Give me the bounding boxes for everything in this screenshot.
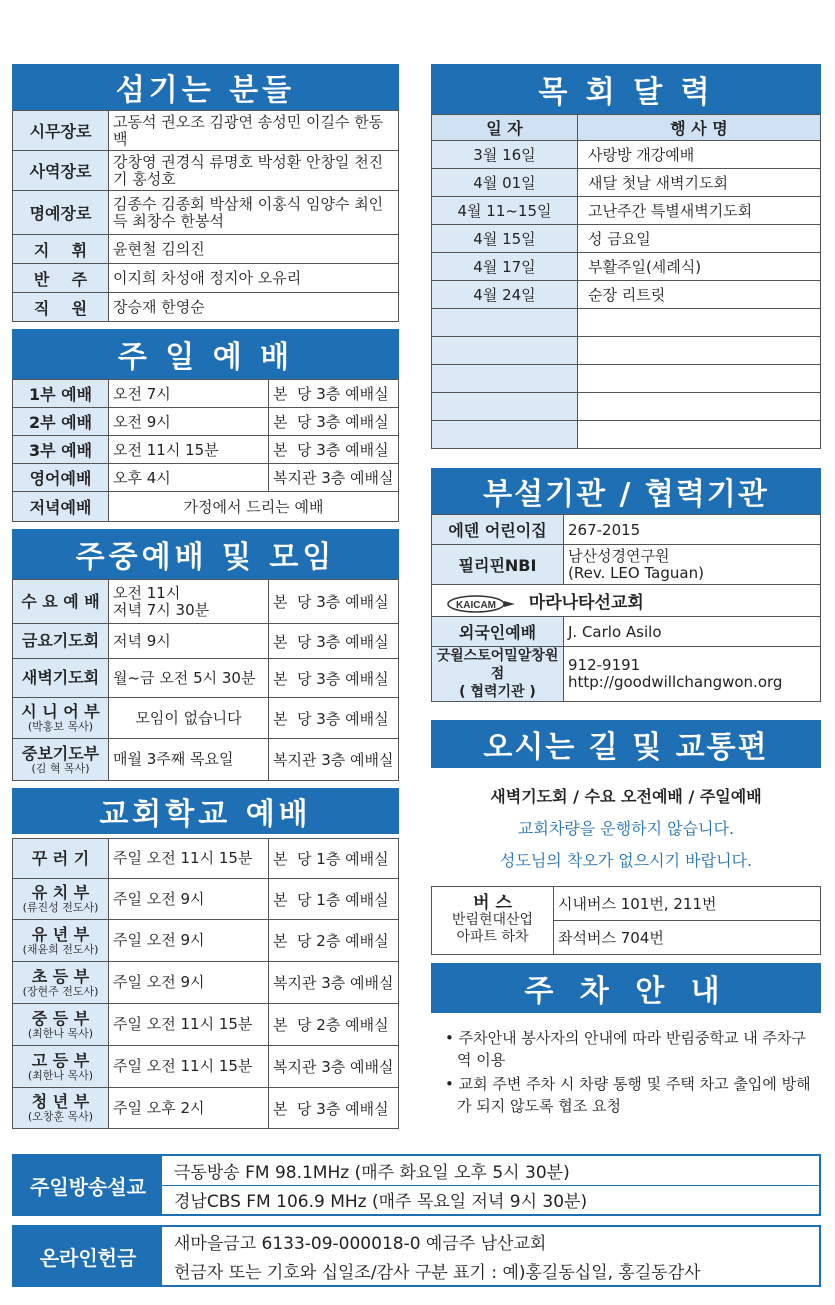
servant-row xyxy=(13,264,399,293)
meeting-time: 오전 11시 저녁 7시 30분 xyxy=(109,580,269,624)
meeting-time: 주일 오전 9시 xyxy=(109,962,269,1004)
meeting-place: 본 당 2층 예배실 xyxy=(269,1004,399,1046)
calendar-table xyxy=(431,114,821,449)
service-time: 오전 9시 xyxy=(109,408,269,436)
calendar-date: 3월 16일 xyxy=(432,141,578,169)
service-place: 복지관 3층 예배실 xyxy=(269,464,399,492)
calendar-row xyxy=(432,169,821,197)
servant-row xyxy=(13,111,399,151)
offering-banner xyxy=(12,1225,821,1287)
service-name: 영어예배 xyxy=(13,464,109,492)
school-row xyxy=(13,1004,399,1046)
meeting-leader: (류진성 전도사) xyxy=(22,901,99,914)
meeting-place: 본 당 3층 예배실 xyxy=(269,1088,399,1129)
calendar-date xyxy=(432,365,578,393)
servant-role: 명예장로 xyxy=(13,191,109,235)
bus-label-cell xyxy=(432,887,554,955)
meeting-label: 시 니 어 부 xyxy=(21,702,100,721)
servant-row xyxy=(13,151,399,191)
service-time: 오후 4시 xyxy=(109,464,269,492)
school-row xyxy=(13,962,399,1004)
servant-names: 이지희 차성애 정지아 오유리 xyxy=(109,264,399,293)
meeting-name xyxy=(13,839,109,879)
affiliate-value: 912-9191 http://goodwillchangwon.org xyxy=(564,647,821,702)
meeting-leader: (오창훈 목사) xyxy=(27,1110,94,1123)
calendar-row xyxy=(432,253,821,281)
service-name: 1부 예배 xyxy=(13,380,109,408)
meeting-time: 주일 오전 11시 15분 xyxy=(109,1004,269,1046)
meeting-time: 저녁 9시 xyxy=(109,624,269,659)
servant-names: 윤현철 김의진 xyxy=(109,235,399,264)
meeting-time: 주일 오전 9시 xyxy=(109,920,269,962)
parking-title: 주 차 안 내 xyxy=(431,963,821,1013)
meeting-time: 주일 오전 11시 15분 xyxy=(109,839,269,879)
meeting-place: 복지관 3층 예배실 xyxy=(269,1046,399,1088)
kaicam-logo-icon xyxy=(446,595,516,613)
meeting-place: 복지관 3층 예배실 xyxy=(269,962,399,1004)
left-column xyxy=(12,64,399,1129)
meeting-place: 본 당 3층 예배실 xyxy=(269,659,399,698)
meeting-label: 유 년 부 xyxy=(31,924,90,944)
calendar-row xyxy=(432,393,821,421)
calendar-date xyxy=(432,337,578,365)
servant-names: 장승재 한영순 xyxy=(109,293,399,322)
meeting-name xyxy=(13,739,109,781)
servant-names: 김종수 김종회 박삼채 이홍식 임양수 최인득 최창수 한봉석 xyxy=(109,191,399,235)
calendar-date: 4월 01일 xyxy=(432,169,578,197)
calendar-event xyxy=(578,365,821,393)
meeting-label: 금요기도회 xyxy=(21,631,100,650)
calendar-date xyxy=(432,421,578,449)
calendar-row xyxy=(432,141,821,169)
meeting-time: 주일 오후 2시 xyxy=(109,1088,269,1129)
meeting-time: 주일 오전 11시 15분 xyxy=(109,1046,269,1088)
service-name: 3부 예배 xyxy=(13,436,109,464)
calendar-date: 4월 15일 xyxy=(432,225,578,253)
calendar-title: 목 회 달 력 xyxy=(431,64,821,114)
calendar-event xyxy=(578,309,821,337)
calendar-row xyxy=(432,309,821,337)
meeting-place: 본 당 1층 예배실 xyxy=(269,839,399,879)
school-row xyxy=(13,1088,399,1129)
broadcast-lines xyxy=(162,1156,819,1214)
meeting-leader: (장현주 전도사) xyxy=(22,984,99,998)
calendar-date: 4월 11~15일 xyxy=(432,197,578,225)
directions-notice xyxy=(431,768,821,886)
meeting-label: 유 치 부 xyxy=(31,883,90,902)
calendar-row xyxy=(432,365,821,393)
bus-table xyxy=(431,886,821,955)
meeting-place: 본 당 3층 예배실 xyxy=(269,624,399,659)
calendar-row xyxy=(432,337,821,365)
servant-role: 반 주 xyxy=(13,264,109,293)
meeting-label: 수 요 예 배 xyxy=(21,591,100,611)
midweek-row xyxy=(13,739,399,781)
meeting-place: 본 당 1층 예배실 xyxy=(269,879,399,920)
affiliates-title: 부설기관 / 협력기관 xyxy=(431,468,821,514)
calendar-event: 새달 첫날 새벽기도회 xyxy=(578,169,821,197)
meeting-leader: (채윤희 전도사) xyxy=(22,942,99,956)
calendar-event xyxy=(578,421,821,449)
affiliate-value: 남산성경연구원 (Rev. LEO Taguan) xyxy=(564,545,821,585)
affiliate-label: 굿윌스토어밀알창원점 ( 협력기관 ) xyxy=(432,647,564,702)
sunday-evening-row xyxy=(13,492,399,522)
calendar-date: 4월 17일 xyxy=(432,253,578,281)
meeting-label: 새벽기도회 xyxy=(21,668,100,687)
parking-list xyxy=(431,1013,821,1117)
calendar-event: 부활주일(세례식) xyxy=(578,253,821,281)
calendar-row xyxy=(432,197,821,225)
kaicam-name: 마라나타선교회 xyxy=(528,593,644,613)
school-row xyxy=(13,879,399,920)
meeting-time: 모임이 없습니다 xyxy=(109,698,269,739)
directions-line2: 교회차량을 운행하지 않습니다. xyxy=(517,819,735,838)
parking-item: • 교회 주변 주차 시 차량 통행 및 주택 차고 출입에 방해가 되지 않도록 협조 요청 xyxy=(445,1075,811,1115)
meeting-leader: (최한나 목사) xyxy=(27,1026,94,1040)
servant-row xyxy=(13,191,399,235)
service-time: 오전 7시 xyxy=(109,380,269,408)
servant-row xyxy=(13,293,399,322)
service-place: 본 당 3층 예배실 xyxy=(269,380,399,408)
kaicam-row xyxy=(432,585,821,617)
offering-line1: 새마을금고 6133-09-000018-0 예금주 남산교회 xyxy=(174,1234,547,1254)
meeting-leader: (김 혁 목사) xyxy=(31,761,90,775)
servant-names: 강창영 권경식 류명호 박성환 안창일 천진기 홍성호 xyxy=(109,151,399,191)
servant-row xyxy=(13,235,399,264)
broadcast-label: 주일방송설교 xyxy=(14,1156,162,1214)
calendar-date xyxy=(432,309,578,337)
meeting-name xyxy=(13,879,109,920)
meeting-place: 본 당 3층 예배실 xyxy=(269,698,399,739)
midweek-row xyxy=(13,580,399,624)
servant-role: 시무장로 xyxy=(13,111,109,151)
broadcast-banner xyxy=(12,1154,821,1216)
bus-line-2: 좌석버스 704번 xyxy=(554,921,821,955)
broadcast-line2: 경남CBS FM 106.9 MHz (매주 목요일 저녁 9시 30분) xyxy=(174,1192,588,1213)
calendar-event: 성 금요일 xyxy=(578,225,821,253)
service-name: 2부 예배 xyxy=(13,408,109,436)
bus-line-1: 시내버스 101번, 211번 xyxy=(554,887,821,921)
svg-text:KAICAM: KAICAM xyxy=(456,599,496,611)
meeting-leader: (박홍보 목사) xyxy=(27,720,94,733)
calendar-row xyxy=(432,421,821,449)
calendar-date: 4월 24일 xyxy=(432,281,578,309)
meeting-label: 초 등 부 xyxy=(31,966,90,986)
offering-line2: 헌금자 또는 기호와 십일조/감사 구분 표기 : 예)홍길동십일, 홍길동감사 xyxy=(174,1263,701,1283)
affiliates-table xyxy=(431,514,821,702)
meeting-name xyxy=(13,962,109,1004)
directions-line1: 새벽기도회 / 수요 오전예배 / 주일예배 xyxy=(490,787,762,806)
meeting-label: 고 등 부 xyxy=(31,1050,90,1070)
directions-title: 오시는 길 및 교통편 xyxy=(431,720,821,768)
midweek-row xyxy=(13,659,399,698)
school-row xyxy=(13,839,399,879)
servant-role: 직 원 xyxy=(13,293,109,322)
meeting-leader: (최한나 목사) xyxy=(27,1068,94,1082)
sunday-row xyxy=(13,464,399,492)
bus-label: 버 스 xyxy=(473,893,512,913)
meeting-name xyxy=(13,1088,109,1129)
sunday-row xyxy=(13,380,399,408)
affiliate-label: 외국인예배 xyxy=(432,617,564,647)
bus-sub: 반림현대산업 아파트 하차 xyxy=(451,912,534,945)
calendar-event: 사랑방 개강예배 xyxy=(578,141,821,169)
school-title: 교회학교 예배 xyxy=(12,788,399,834)
meeting-name xyxy=(13,1004,109,1046)
meeting-name xyxy=(13,624,109,659)
meeting-time: 주일 오전 9시 xyxy=(109,879,269,920)
meeting-time: 매월 3주째 목요일 xyxy=(109,739,269,781)
school-row xyxy=(13,1046,399,1088)
service-note: 가정에서 드리는 예배 xyxy=(109,492,399,522)
meeting-name xyxy=(13,920,109,962)
service-time: 오전 11시 15분 xyxy=(109,436,269,464)
midweek-row xyxy=(13,698,399,739)
sunday-title: 주 일 예 배 xyxy=(12,329,399,379)
meeting-place: 본 당 2층 예배실 xyxy=(269,920,399,962)
midweek-title: 주중예배 및 모임 xyxy=(12,529,399,579)
midweek-row xyxy=(13,624,399,659)
meeting-name xyxy=(13,580,109,624)
calendar-row xyxy=(432,225,821,253)
servant-role: 지 휘 xyxy=(13,235,109,264)
meeting-name xyxy=(13,659,109,698)
directions-line3: 성도님의 착오가 없으시기 바랍니다. xyxy=(499,851,753,870)
servant-role: 사역장로 xyxy=(13,151,109,191)
right-column xyxy=(431,64,821,1117)
calendar-event xyxy=(578,393,821,421)
sunday-row xyxy=(13,436,399,464)
school-table xyxy=(12,838,399,1129)
service-name: 저녁예배 xyxy=(13,492,109,522)
service-place: 본 당 3층 예배실 xyxy=(269,408,399,436)
meeting-label: 꾸 러 기 xyxy=(31,848,90,868)
midweek-table xyxy=(12,579,399,781)
affiliate-value: 267-2015 xyxy=(564,515,821,545)
calendar-col-event: 행 사 명 xyxy=(578,115,821,141)
affiliate-label: 필리핀NBI xyxy=(432,545,564,585)
offering-lines xyxy=(162,1227,819,1285)
calendar-date xyxy=(432,393,578,421)
broadcast-line1: 극동방송 FM 98.1MHz (매주 화요일 오후 5시 30분) xyxy=(162,1156,819,1186)
servant-names: 고동석 권오조 김광연 송성민 이길수 한동백 xyxy=(109,111,399,151)
affiliate-value: J. Carlo Asilo xyxy=(564,617,821,647)
offering-label: 온라인헌금 xyxy=(14,1227,162,1285)
calendar-event: 고난주간 특별새벽기도회 xyxy=(578,197,821,225)
calendar-row xyxy=(432,281,821,309)
meeting-label: 중보기도부 xyxy=(21,743,100,763)
servants-table xyxy=(12,110,399,322)
calendar-event: 순장 리트릿 xyxy=(578,281,821,309)
calendar-event xyxy=(578,337,821,365)
calendar-col-date: 일 자 xyxy=(432,115,578,141)
affiliate-label: 에덴 어린이집 xyxy=(432,515,564,545)
school-row xyxy=(13,920,399,962)
meeting-label: 청 년 부 xyxy=(31,1092,90,1111)
sunday-table xyxy=(12,379,399,522)
sunday-row xyxy=(13,408,399,436)
meeting-label: 중 등 부 xyxy=(31,1008,90,1028)
meeting-name xyxy=(13,698,109,739)
parking-item: • 주차안내 봉사자의 안내에 따라 반림중학교 내 주차구역 이용 xyxy=(445,1029,807,1069)
meeting-time: 월~금 오전 5시 30분 xyxy=(109,659,269,698)
meeting-place: 본 당 3층 예배실 xyxy=(269,580,399,624)
meeting-place: 복지관 3층 예배실 xyxy=(269,739,399,781)
meeting-name xyxy=(13,1046,109,1088)
servants-title: 섬기는 분들 xyxy=(12,64,399,110)
service-place: 본 당 3층 예배실 xyxy=(269,436,399,464)
